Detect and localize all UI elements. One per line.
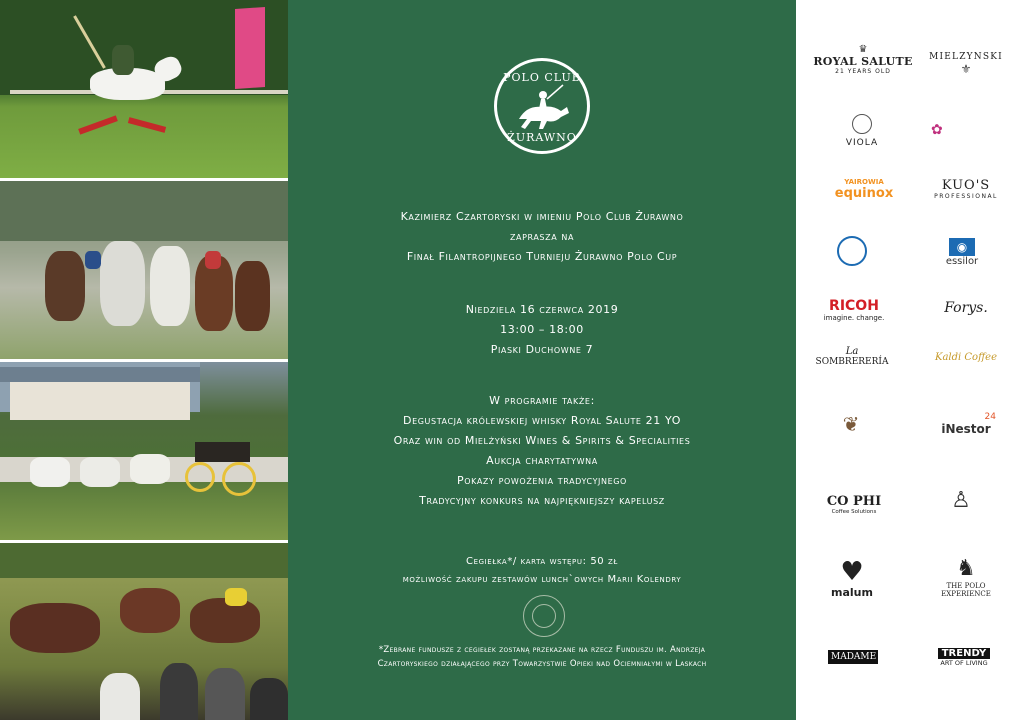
sponsor-madame: MADAME [828,650,878,664]
program-item: Pokazy powożenia tradycyjnego [457,474,627,487]
heart-icon: ♥ [840,558,864,587]
event-date: Niedziela 16 czerwca 2019 [465,303,619,316]
sponsor-sombrereria: La SOMBRERERÍA [815,346,889,367]
logo-bottom-text: ŻURAWNO [507,131,577,144]
event-title: Finał Filantropijnego Turnieju Żurawno Polo Cup [406,250,678,263]
polo-rider-icon: ♞ [956,556,976,581]
program-item: Aukcja charytatywna [486,454,598,467]
sponsor-equinox: YAIROWIA equinox [834,178,894,201]
emblem-icon: ⚜ [960,62,972,76]
sponsor-polo-experience: ♞ THE POLO EXPERIENCE [931,556,1001,598]
sponsor-viola: VIOLA [826,114,898,148]
sponsor-ornament [836,412,866,436]
event-time: 13:00 – 18:00 [500,323,584,336]
logo-top-text: POLO CLUB [503,71,581,84]
carriage-photo [0,362,288,540]
sponsor-figure [946,488,976,513]
invites-line: zaprasza na [509,230,575,243]
sponsor-malum: ♥ malum [824,558,880,599]
invitation-text [288,207,796,267]
eye-icon: ◉ [949,238,975,256]
optical-logo-icon [837,236,867,266]
flower-icon: ✿ [931,122,943,138]
ornament-icon: ❦ [842,412,860,436]
ticket-price: Cegiełka*/ karta wstępu: 50 zł [466,556,618,567]
program-list [288,391,796,511]
sponsor-essilor: ◉ essilor [945,240,979,267]
ticket-info [288,553,796,589]
polo-club-logo [494,58,590,154]
spectators-photo [0,543,288,720]
footnote [288,643,796,671]
host-line: Kazimierz Czartoryski w imieniu Polo Club Żurawno [400,210,684,223]
sponsor-forys: Forys. [944,300,988,316]
event-place: Piaski Duchowne 7 [490,343,594,356]
sponsor-optical [832,236,872,270]
sponsor-mielzynski: MIELŻYŃSKI ⚜ [926,52,1006,76]
sponsor-cophi: CO PHI Coffee Solutions [826,494,882,515]
charity-seal-icon [523,595,565,637]
footnote-line: Czartoryskiego działającego przy Towarzystwie Opieki nad Ociemniałymi w Laskach [377,659,707,669]
sponsor-kuos: KUO'S PROFESSIONAL [934,178,998,200]
program-heading: W programie także: [489,394,595,407]
photo-column [0,0,288,720]
crown-icon: ♛ [858,44,868,55]
polo-match-photo [0,181,288,359]
invitation-panel [288,0,796,720]
program-item: Degustacja królewskiej whisky Royal Salute 21 YO [403,414,681,427]
event-details [288,300,796,360]
footnote-line: *Zebrane fundusze z cegiełek zostaną przekazane na rzecz Funduszu im. Andrzeja [378,645,706,655]
sponsor-column [796,0,1019,720]
sponsor-kaldi: Kaldi Coffee [934,352,997,363]
sponsor-trendy: TRENDY ART OF LIVING [938,648,990,667]
sponsor-royal-salute: ♛ ROYAL SALUTE 21 YEARS OLD [808,44,918,75]
program-item: Oraz win od Mielżyński Wines & Spirits & Specialities [393,434,691,447]
polo-player-photo [0,0,288,178]
figure-icon: ♙ [951,488,971,513]
sponsor-nestor: 24 iNestor [941,412,996,436]
viola-logo-icon [852,114,872,134]
lunch-info: możliwość zakupu zestawów lunch`owych Marii Kolendry [402,574,682,585]
sponsor-flower [931,122,1001,138]
sponsor-ricoh: RICOH imagine. change. [823,298,885,322]
program-item: Tradycyjny konkurs na najpiękniejszy kapelusz [419,494,665,507]
